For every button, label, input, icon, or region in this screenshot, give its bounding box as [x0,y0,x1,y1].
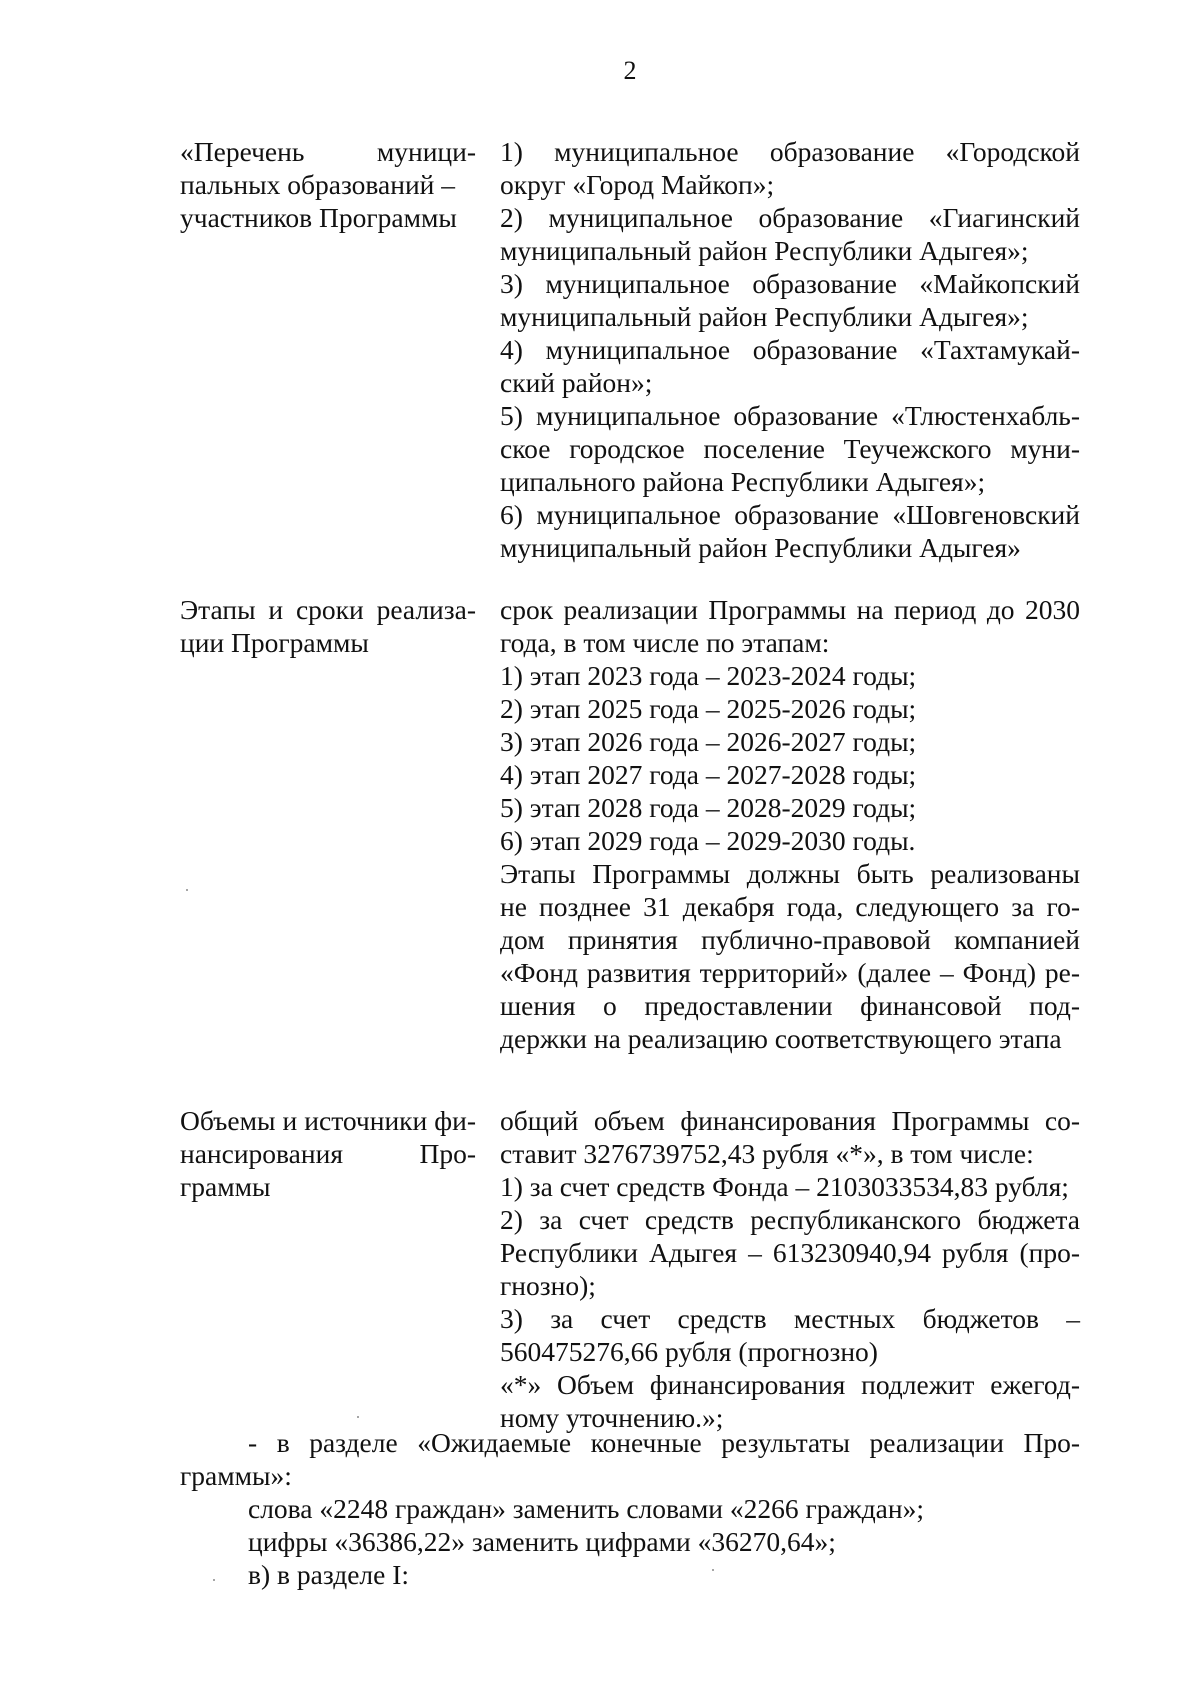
content-line: 1) муниципальное образование «Городской [500,136,1080,167]
content-line: 1) этап 2023 года – 2023-2024 годы; [500,660,917,691]
content-line: года, в том числе по этапам: [500,627,830,658]
section-content [500,1104,1080,1434]
label-line: нансирования Про- [180,1138,476,1169]
label-line: участников Программы [180,202,457,233]
scan-speck [357,1416,359,1418]
content-line: 560475276,66 рубля (прогнозно) [500,1336,878,1367]
content-line: 2) за счет средств республиканского бюджета [500,1204,1080,1235]
content-line: срок реализации Программы на период до 2030 [500,594,1080,625]
scan-speck [186,889,188,891]
content-line: гнозно); [500,1270,596,1301]
content-line: муниципальный район Республики Адыгея»; [500,301,1029,332]
content-line: держки на реализацию соответствующего этапа [500,1023,1062,1054]
section-label [180,1104,476,1203]
content-line: 5) муниципальное образование «Тлюстенхабль- [500,400,1080,431]
content-line: округ «Город Майкоп»; [500,169,775,200]
section-label [180,593,476,659]
content-line: Республики Адыгея – 613230940,94 рубля (про- [500,1237,1080,1268]
content-line: 1) за счет средств Фонда – 2103033534,83 рубля; [500,1171,1069,1202]
content-line: 4) этап 2027 года – 2027-2028 годы; [500,759,917,790]
content-line: 3) за счет средств местных бюджетов – [500,1303,1080,1334]
content-line: муниципальный район Республики Адыгея» [500,532,1021,563]
amendment-lead-line: - в разделе «Ожидаемые конечные результаты реализации Про- [248,1427,1080,1458]
page-number: 2 [623,56,637,85]
content-line: 6) муниципальное образование «Шовгеновский [500,499,1080,530]
amendment-lead-continuation: граммы»: [180,1460,292,1491]
content-line: общий объем финансирования Программы со- [500,1105,1080,1136]
amendments-paragraph [180,1426,1080,1591]
content-line: ному уточнению.»; [500,1402,724,1433]
content-line: 3) этап 2026 года – 2026-2027 годы; [500,726,917,757]
content-line: 5) этап 2028 года – 2028-2029 годы; [500,792,917,823]
section-label [180,135,476,234]
content-line: Этапы Программы должны быть реализованы [500,858,1080,889]
amendment-line: в) в разделе I: [248,1559,409,1590]
content-line: 2) этап 2025 года – 2025-2026 годы; [500,693,917,724]
section-content [500,135,1080,564]
label-line: граммы [180,1171,271,1202]
content-line: шения о предоставлении финансовой под- [500,990,1080,1021]
content-line: ский район»; [500,367,653,398]
label-line: «Перечень муници- [180,136,476,167]
amendment-line: слова «2248 граждан» заменить словами «2266 граждан»; [248,1493,924,1524]
section-content [500,593,1080,1055]
label-line: пальных образований – [180,169,455,200]
content-line: 4) муниципальное образование «Тахтамукай- [500,334,1080,365]
content-line: 2) муниципальное образование «Гиагинский [500,202,1080,233]
label-line: ции Программы [180,627,369,658]
content-line: ципального района Республики Адыгея»; [500,466,986,497]
content-line: не позднее 31 декабря года, следующего за го- [500,891,1080,922]
scan-speck [213,1579,215,1581]
content-line: «*» Объем финансирования подлежит ежегод- [500,1369,1080,1400]
content-line: ставит 3276739752,43 рубля «*», в том числе: [500,1138,1034,1169]
scan-speck [712,1569,714,1571]
amendment-line: цифры «36386,22» заменить цифрами «36270,64»; [248,1526,836,1557]
content-line: «Фонд развития территорий» (далее – Фонд) ре- [500,957,1080,988]
content-line: 3) муниципальное образование «Майкопский [500,268,1080,299]
label-line: Объемы и источники фи- [180,1105,476,1136]
content-line: муниципальный район Республики Адыгея»; [500,235,1029,266]
content-line: ское городское поселение Теучежского муни- [500,433,1080,464]
content-line: дом принятия публично-правовой компанией [500,924,1080,955]
content-line: 6) этап 2029 года – 2029-2030 годы. [500,825,916,856]
label-line: Этапы и сроки реализа- [180,594,476,625]
